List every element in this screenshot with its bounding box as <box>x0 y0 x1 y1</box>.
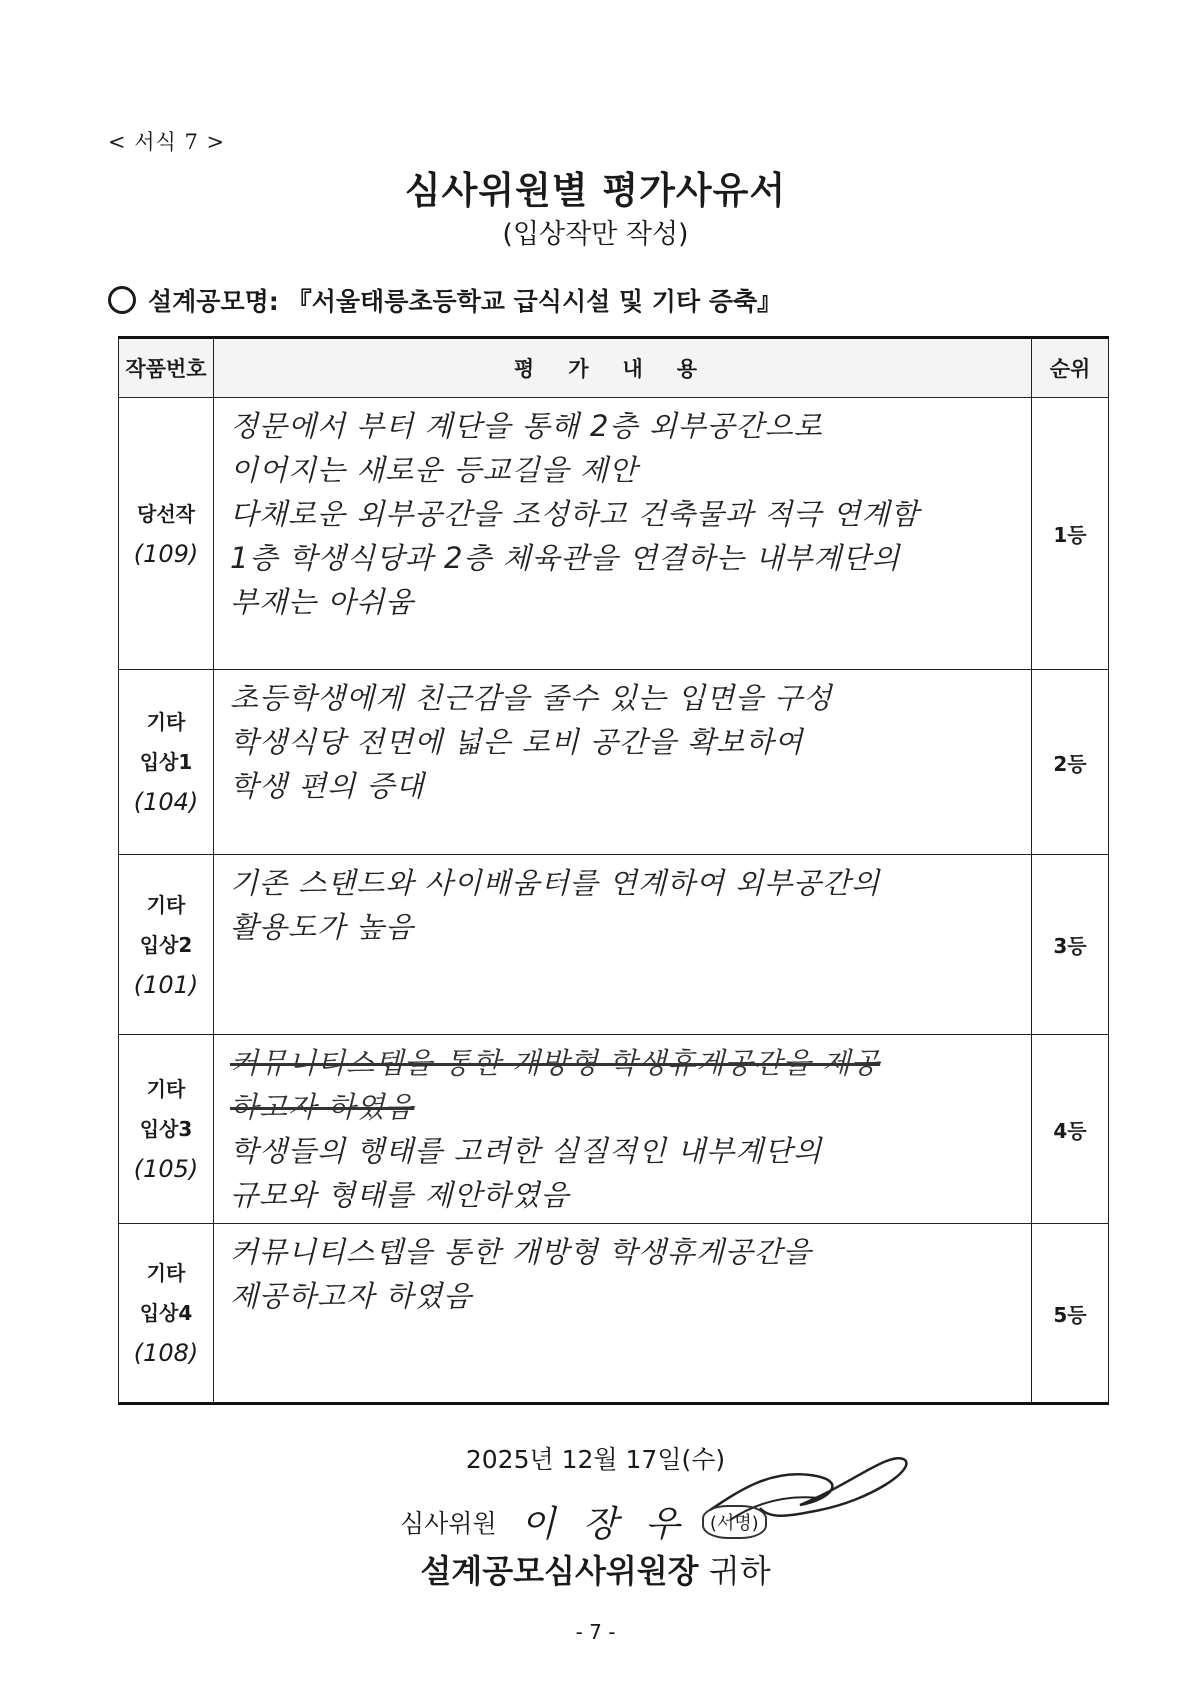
contest-label: 설계공모명: <box>148 287 279 316</box>
evaluation-line: 다채로운 외부공간을 조성하고 건축물과 적극 연계함 <box>230 497 920 531</box>
rank-cell: 3등 <box>1032 855 1109 1035</box>
rank-cell: 2등 <box>1032 670 1109 855</box>
entry-label: 기타 <box>146 892 186 917</box>
rank-cell: 4등 <box>1032 1035 1109 1224</box>
evaluation-line: 규모와 형태를 제안하였음 <box>230 1178 570 1212</box>
entry-sublabel: 입상3 <box>139 1117 193 1141</box>
evaluation-line: 기존 스탠드와 사이배움터를 연계하여 외부공간의 <box>230 866 881 900</box>
evaluation-line: 학생식당 전면에 넓은 로비 공간을 확보하여 <box>230 725 804 759</box>
entry-number: (108) <box>133 1339 199 1367</box>
date-line: 2025년 12월 17일(수) <box>465 1445 726 1474</box>
addressee-title: 설계공모심사위원장 <box>420 1552 699 1590</box>
entry-sublabel: 입상4 <box>139 1301 193 1325</box>
judge-name: 이 장 우 <box>520 1504 688 1545</box>
table-row <box>119 855 1109 1035</box>
form-number: < 서식 7 > <box>108 130 226 154</box>
header-rank: 순위 <box>1032 338 1109 398</box>
page-number: - 7 - <box>575 1620 616 1644</box>
judge-line <box>400 1496 767 1547</box>
entry-label: 기타 <box>146 1077 186 1101</box>
evaluation-line: 초등학생에게 친근감을 줄수 있는 입면을 구성 <box>230 681 833 715</box>
rank-cell: 1등 <box>1032 398 1109 670</box>
entry-cell <box>119 1224 214 1404</box>
struck-evaluation-line: 커뮤니티스텝을 통한 개방형 학생휴게공간을 제공 <box>230 1046 881 1080</box>
entry-cell <box>119 855 214 1035</box>
contest-value: 『서울태릉초등학교 급식시설 및 기타 증축』 <box>286 287 783 316</box>
evaluation-table <box>118 336 1109 1405</box>
contest-name-line <box>108 282 782 318</box>
entry-label: 당선작 <box>137 501 195 526</box>
entry-number: (105) <box>133 1155 199 1183</box>
entry-label: 기타 <box>146 1261 186 1285</box>
struck-evaluation-line: 하고자 하였음 <box>230 1090 415 1124</box>
signature-label: (서명) <box>702 1505 767 1539</box>
evaluation-line: 학생들의 행태를 고려한 실질적인 내부계단의 <box>230 1134 823 1168</box>
evaluation-line: 1층 학생식당과 2층 체육관을 연결하는 내부계단의 <box>230 541 901 575</box>
document-title: 심사위원별 평가사유서 <box>404 169 787 212</box>
entry-cell <box>119 670 214 855</box>
rank-cell: 5등 <box>1032 1224 1109 1404</box>
table-row <box>119 398 1109 670</box>
evaluation-line: 커뮤니티스텝을 통한 개방형 학생휴게공간을 <box>230 1235 812 1269</box>
addressee-suffix: 귀하 <box>708 1552 771 1590</box>
evaluation-cell <box>214 670 1032 855</box>
entry-number: (104) <box>133 788 199 816</box>
evaluation-cell <box>214 1035 1032 1224</box>
entry-label: 기타 <box>146 710 186 734</box>
evaluation-line: 정문에서 부터 계단을 통해 2층 외부공간으로 <box>230 409 823 443</box>
circle-bullet-icon <box>108 286 136 314</box>
entry-number: (109) <box>133 539 199 568</box>
table-header-row <box>119 338 1109 398</box>
entry-cell <box>119 398 214 670</box>
addressee-line <box>0 1546 1191 1592</box>
document-subtitle: (입상작만 작성) <box>502 219 689 250</box>
evaluation-cell <box>214 855 1032 1035</box>
judge-label: 심사위원 <box>400 1508 497 1538</box>
entry-number: (101) <box>133 970 199 999</box>
entry-sublabel: 입상2 <box>139 932 193 957</box>
entry-cell <box>119 1035 214 1224</box>
evaluation-line: 이어지는 새로운 등교길을 제안 <box>230 453 638 487</box>
table-row <box>119 1035 1109 1224</box>
evaluation-cell <box>214 398 1032 670</box>
evaluation-cell <box>214 1224 1032 1404</box>
evaluation-line: 활용도가 높음 <box>230 910 415 944</box>
evaluation-line: 부재는 아쉬움 <box>230 585 415 619</box>
header-entry-number: 작품번호 <box>119 338 214 398</box>
evaluation-line: 학생 편의 증대 <box>230 769 425 803</box>
evaluation-line: 제공하고자 하였음 <box>230 1279 473 1313</box>
table-row <box>119 1224 1109 1404</box>
table-row <box>119 670 1109 855</box>
entry-sublabel: 입상1 <box>139 750 193 774</box>
header-evaluation-content: 평가내용 <box>214 338 1032 398</box>
